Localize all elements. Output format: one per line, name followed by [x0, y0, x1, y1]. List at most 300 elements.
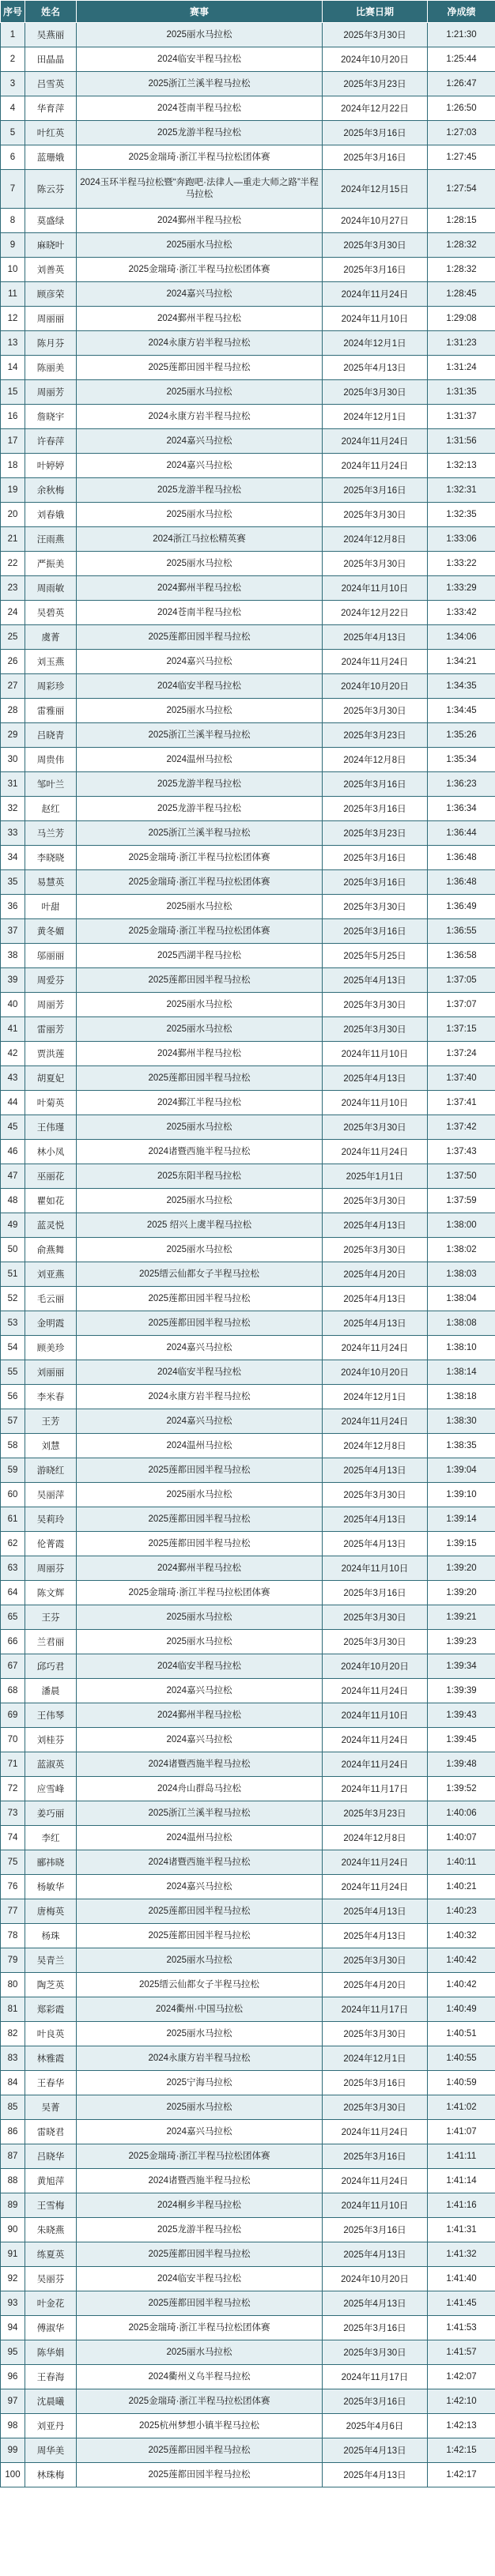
date-cell: 2024年12月8日	[323, 1434, 428, 1458]
table-row	[1, 944, 495, 968]
rank-cell: 45	[1, 1115, 25, 1140]
time-cell: 1:27:03	[428, 121, 495, 145]
race-cell: 2025莲都田园半程马拉松	[77, 2438, 323, 2463]
name-cell: 雷雅丽	[25, 699, 77, 723]
name-cell: 巫丽花	[25, 1164, 77, 1189]
rank-cell: 64	[1, 1581, 25, 1605]
race-cell: 2025金瑞琦·浙江半程马拉松团体赛	[77, 2144, 323, 2169]
header-race: 赛事	[77, 1, 323, 23]
name-cell: 雷晓君	[25, 2120, 77, 2144]
name-cell: 陈月芬	[25, 331, 77, 356]
race-cell: 2025丽水马拉松	[77, 552, 323, 576]
date-cell: 2024年11月17日	[323, 2365, 428, 2389]
name-cell: 周丽芬	[25, 1556, 77, 1581]
name-cell: 顾美珍	[25, 1336, 77, 1360]
time-cell: 1:40:23	[428, 1899, 495, 1924]
date-cell: 2024年10月20日	[323, 2267, 428, 2291]
date-cell: 2024年11月10日	[323, 1091, 428, 1115]
name-cell: 陈丽美	[25, 356, 77, 380]
race-cell: 2024临安半程马拉松	[77, 1360, 323, 1385]
time-cell: 1:38:10	[428, 1336, 495, 1360]
date-cell: 2024年11月24日	[323, 282, 428, 307]
date-cell: 2025年3月16日	[323, 2071, 428, 2095]
name-cell: 蓝灵悦	[25, 1213, 77, 1238]
name-cell: 吴燕丽	[25, 23, 77, 47]
race-cell: 2025龙游半程马拉松	[77, 121, 323, 145]
date-cell: 2025年4月13日	[323, 1532, 428, 1556]
race-cell: 2025丽水马拉松	[77, 1483, 323, 1507]
race-cell: 2025缙云仙都女子半程马拉松	[77, 1973, 323, 1997]
date-cell: 2025年4月13日	[323, 1899, 428, 1924]
name-cell: 叶甜	[25, 895, 77, 919]
date-cell: 2025年3月30日	[323, 2340, 428, 2365]
table-row	[1, 2340, 495, 2365]
race-cell: 2025缙云仙都女子半程马拉松	[77, 1262, 323, 1287]
rank-cell: 58	[1, 1434, 25, 1458]
name-cell: 周丽芳	[25, 380, 77, 405]
rank-cell: 63	[1, 1556, 25, 1581]
time-cell: 1:37:59	[428, 1189, 495, 1213]
table-row	[1, 2120, 495, 2144]
time-cell: 1:41:02	[428, 2095, 495, 2120]
header-date: 比赛日期	[323, 1, 428, 23]
date-cell: 2024年12月15日	[323, 170, 428, 209]
table-row	[1, 145, 495, 170]
table-row	[1, 1532, 495, 1556]
table-row	[1, 503, 495, 527]
race-cell: 2024嘉兴马拉松	[77, 1728, 323, 1752]
race-cell: 2024诸暨西施半程马拉松	[77, 1752, 323, 1777]
date-cell: 2024年11月10日	[323, 1703, 428, 1728]
time-cell: 1:33:29	[428, 576, 495, 601]
date-cell: 2025年4月20日	[323, 1262, 428, 1287]
date-cell: 2025年3月30日	[323, 503, 428, 527]
rank-cell: 1	[1, 23, 25, 47]
rank-cell: 82	[1, 2022, 25, 2046]
date-cell: 2025年4月13日	[323, 1507, 428, 1532]
name-cell: 叶菊英	[25, 1091, 77, 1115]
date-cell: 2024年11月24日	[323, 1728, 428, 1752]
name-cell: 詹晓宇	[25, 405, 77, 429]
rank-cell: 9	[1, 233, 25, 258]
race-cell: 2024永康方岩半程马拉松	[77, 405, 323, 429]
time-cell: 1:26:50	[428, 96, 495, 121]
date-cell: 2025年3月30日	[323, 1017, 428, 1042]
name-cell: 赵红	[25, 797, 77, 821]
date-cell: 2024年11月24日	[323, 1679, 428, 1703]
time-cell: 1:40:49	[428, 1997, 495, 2022]
race-cell: 2025莲都田园半程马拉松	[77, 1532, 323, 1556]
table-row	[1, 1017, 495, 1042]
table-row	[1, 233, 495, 258]
race-cell: 2025浙江兰溪半程马拉松	[77, 72, 323, 96]
race-cell: 2025丽水马拉松	[77, 895, 323, 919]
date-cell: 2025年4月13日	[323, 2438, 428, 2463]
race-cell: 2025浙江兰溪半程马拉松	[77, 723, 323, 748]
rank-cell: 34	[1, 846, 25, 870]
time-cell: 1:32:13	[428, 454, 495, 478]
date-cell: 2025年3月16日	[323, 258, 428, 282]
date-cell: 2025年1月1日	[323, 1164, 428, 1189]
table-row	[1, 1948, 495, 1973]
name-cell: 虞菁	[25, 625, 77, 650]
name-cell: 周爱芬	[25, 968, 77, 993]
race-cell: 2025丽水马拉松	[77, 2340, 323, 2365]
name-cell: 顾彦荣	[25, 282, 77, 307]
time-cell: 1:34:45	[428, 699, 495, 723]
date-cell: 2024年12月22日	[323, 96, 428, 121]
race-cell: 2024嘉兴马拉松	[77, 1336, 323, 1360]
table-row	[1, 356, 495, 380]
race-cell: 2024鄞州半程马拉松	[77, 1703, 323, 1728]
name-cell: 伦菁霞	[25, 1532, 77, 1556]
time-cell: 1:41:14	[428, 2169, 495, 2193]
race-cell: 2025 绍兴上虞半程马拉松	[77, 1213, 323, 1238]
time-cell: 1:40:11	[428, 1850, 495, 1875]
race-cell: 2025金瑞琦·浙江半程马拉松团体赛	[77, 870, 323, 895]
date-cell: 2025年3月30日	[323, 233, 428, 258]
race-cell: 2024苍南半程马拉松	[77, 601, 323, 625]
rank-cell: 44	[1, 1091, 25, 1115]
table-row	[1, 1973, 495, 1997]
time-cell: 1:36:49	[428, 895, 495, 919]
table-row	[1, 1556, 495, 1581]
date-cell: 2024年11月10日	[323, 1042, 428, 1066]
table-row	[1, 748, 495, 772]
date-cell: 2024年12月1日	[323, 2046, 428, 2071]
name-cell: 吴碧英	[25, 601, 77, 625]
time-cell: 1:41:45	[428, 2291, 495, 2316]
time-cell: 1:25:44	[428, 47, 495, 72]
race-cell: 2024温州马拉松	[77, 1826, 323, 1850]
name-cell: 朱晓燕	[25, 2218, 77, 2242]
date-cell: 2025年4月13日	[323, 1066, 428, 1091]
race-cell: 2025金瑞琦·浙江半程马拉松团体赛	[77, 258, 323, 282]
race-cell: 2024衢州义乌半程马拉松	[77, 2365, 323, 2389]
rank-cell: 19	[1, 478, 25, 503]
name-cell: 金明霞	[25, 1311, 77, 1336]
race-cell: 2024嘉兴马拉松	[77, 454, 323, 478]
table-row	[1, 1409, 495, 1434]
date-cell: 2025年3月30日	[323, 699, 428, 723]
name-cell: 邬丽丽	[25, 944, 77, 968]
name-cell: 华育萍	[25, 96, 77, 121]
time-cell: 1:38:08	[428, 1311, 495, 1336]
table-row	[1, 1728, 495, 1752]
rank-cell: 78	[1, 1924, 25, 1948]
race-cell: 2024嘉兴马拉松	[77, 2120, 323, 2144]
rank-cell: 54	[1, 1336, 25, 1360]
name-cell: 黄冬媚	[25, 919, 77, 944]
time-cell: 1:39:20	[428, 1581, 495, 1605]
date-cell: 2025年3月23日	[323, 821, 428, 846]
table-row	[1, 1164, 495, 1189]
race-cell: 2024嘉兴马拉松	[77, 1409, 323, 1434]
table-row	[1, 2463, 495, 2487]
rank-cell: 4	[1, 96, 25, 121]
rank-cell: 25	[1, 625, 25, 650]
race-cell: 2025金瑞琦·浙江半程马拉松团体赛	[77, 1581, 323, 1605]
header-time: 净成绩	[428, 1, 495, 23]
rank-cell: 94	[1, 2316, 25, 2340]
race-cell: 2024临安半程马拉松	[77, 2267, 323, 2291]
table-row	[1, 1630, 495, 1654]
rank-cell: 86	[1, 2120, 25, 2144]
table-row	[1, 846, 495, 870]
name-cell: 严振美	[25, 552, 77, 576]
name-cell: 李红	[25, 1826, 77, 1850]
table-row	[1, 2291, 495, 2316]
name-cell: 余秋梅	[25, 478, 77, 503]
rank-cell: 26	[1, 650, 25, 674]
race-cell: 2024鄞州半程马拉松	[77, 209, 323, 233]
time-cell: 1:38:03	[428, 1262, 495, 1287]
rank-cell: 20	[1, 503, 25, 527]
race-cell: 2024嘉兴马拉松	[77, 1875, 323, 1899]
table-body	[1, 23, 495, 2487]
time-cell: 1:39:04	[428, 1458, 495, 1483]
table-row	[1, 2389, 495, 2414]
race-cell: 2024临安半程马拉松	[77, 674, 323, 699]
rank-cell: 60	[1, 1483, 25, 1507]
date-cell: 2024年11月24日	[323, 1409, 428, 1434]
name-cell: 陈华娟	[25, 2340, 77, 2365]
table-row	[1, 1850, 495, 1875]
time-cell: 1:28:32	[428, 258, 495, 282]
date-cell: 2025年3月30日	[323, 993, 428, 1017]
rank-cell: 39	[1, 968, 25, 993]
date-cell: 2024年11月24日	[323, 1140, 428, 1164]
date-cell: 2025年3月30日	[323, 1948, 428, 1973]
time-cell: 1:41:07	[428, 2120, 495, 2144]
rank-cell: 28	[1, 699, 25, 723]
rank-cell: 51	[1, 1262, 25, 1287]
name-cell: 叶婷婷	[25, 454, 77, 478]
table-row	[1, 1581, 495, 1605]
race-cell: 2024鄞江半程马拉松	[77, 1091, 323, 1115]
race-cell: 2025莲都田园半程马拉松	[77, 2242, 323, 2267]
time-cell: 1:37:42	[428, 1115, 495, 1140]
table-row	[1, 1679, 495, 1703]
time-cell: 1:27:54	[428, 170, 495, 209]
date-cell: 2024年11月17日	[323, 1997, 428, 2022]
time-cell: 1:39:45	[428, 1728, 495, 1752]
race-cell: 2025金瑞琦·浙江半程马拉松团体赛	[77, 145, 323, 170]
table-row	[1, 454, 495, 478]
rank-cell: 59	[1, 1458, 25, 1483]
date-cell: 2025年5月25日	[323, 944, 428, 968]
date-cell: 2024年10月27日	[323, 209, 428, 233]
time-cell: 1:29:08	[428, 307, 495, 331]
race-cell: 2025丽水马拉松	[77, 993, 323, 1017]
time-cell: 1:41:57	[428, 2340, 495, 2365]
race-cell: 2025龙游半程马拉松	[77, 2218, 323, 2242]
rank-cell: 48	[1, 1189, 25, 1213]
rank-cell: 42	[1, 1042, 25, 1066]
time-cell: 1:36:55	[428, 919, 495, 944]
rank-cell: 79	[1, 1948, 25, 1973]
table-row	[1, 2218, 495, 2242]
date-cell: 2025年3月30日	[323, 1630, 428, 1654]
time-cell: 1:28:45	[428, 282, 495, 307]
name-cell: 王芬	[25, 1605, 77, 1630]
race-cell: 2025莲都田园半程马拉松	[77, 2291, 323, 2316]
time-cell: 1:42:07	[428, 2365, 495, 2389]
table-row	[1, 405, 495, 429]
date-cell: 2025年3月16日	[323, 2316, 428, 2340]
time-cell: 1:38:35	[428, 1434, 495, 1458]
date-cell: 2025年4月13日	[323, 356, 428, 380]
table-row	[1, 993, 495, 1017]
rank-cell: 76	[1, 1875, 25, 1899]
race-cell: 2024诸暨西施半程马拉松	[77, 1850, 323, 1875]
name-cell: 刘亚燕	[25, 1262, 77, 1287]
rank-cell: 14	[1, 356, 25, 380]
header-rank: 序号	[1, 1, 25, 23]
race-cell: 2025莲都田园半程马拉松	[77, 1924, 323, 1948]
rank-cell: 49	[1, 1213, 25, 1238]
table-row	[1, 1458, 495, 1483]
rank-cell: 33	[1, 821, 25, 846]
time-cell: 1:33:06	[428, 527, 495, 552]
race-cell: 2025丽水马拉松	[77, 2022, 323, 2046]
date-cell: 2025年4月13日	[323, 1311, 428, 1336]
table-row	[1, 47, 495, 72]
race-cell: 2024嘉兴马拉松	[77, 429, 323, 454]
date-cell: 2025年3月23日	[323, 723, 428, 748]
table-row	[1, 1311, 495, 1336]
time-cell: 1:37:40	[428, 1066, 495, 1091]
table-row	[1, 1066, 495, 1091]
time-cell: 1:39:43	[428, 1703, 495, 1728]
time-cell: 1:37:41	[428, 1091, 495, 1115]
date-cell: 2025年4月13日	[323, 968, 428, 993]
date-cell: 2024年12月8日	[323, 1826, 428, 1850]
race-cell: 2025丽水马拉松	[77, 1605, 323, 1630]
rank-cell: 18	[1, 454, 25, 478]
rank-cell: 10	[1, 258, 25, 282]
table-row	[1, 1360, 495, 1385]
rank-cell: 23	[1, 576, 25, 601]
time-cell: 1:36:48	[428, 846, 495, 870]
time-cell: 1:37:24	[428, 1042, 495, 1066]
time-cell: 1:40:55	[428, 2046, 495, 2071]
race-cell: 2024诸暨西施半程马拉松	[77, 2169, 323, 2193]
time-cell: 1:38:30	[428, 1409, 495, 1434]
date-cell: 2024年11月24日	[323, 1336, 428, 1360]
race-cell: 2025宁海马拉松	[77, 2071, 323, 2095]
name-cell: 刘慧	[25, 1434, 77, 1458]
name-cell: 杨珠	[25, 1924, 77, 1948]
rank-cell: 80	[1, 1973, 25, 1997]
race-cell: 2025丽水马拉松	[77, 1948, 323, 1973]
table-row	[1, 209, 495, 233]
rank-cell: 17	[1, 429, 25, 454]
date-cell: 2025年3月16日	[323, 870, 428, 895]
race-cell: 2025龙游半程马拉松	[77, 478, 323, 503]
rank-cell: 66	[1, 1630, 25, 1654]
time-cell: 1:34:06	[428, 625, 495, 650]
header-row	[1, 1, 495, 23]
name-cell: 马兰芳	[25, 821, 77, 846]
time-cell: 1:31:37	[428, 405, 495, 429]
time-cell: 1:38:14	[428, 1360, 495, 1385]
table-row	[1, 1189, 495, 1213]
race-cell: 2025丽水马拉松	[77, 1017, 323, 1042]
table-row	[1, 1140, 495, 1164]
table-row	[1, 2193, 495, 2218]
name-cell: 吕晓华	[25, 2144, 77, 2169]
time-cell: 1:41:32	[428, 2242, 495, 2267]
race-cell: 2024嘉兴马拉松	[77, 282, 323, 307]
rank-cell: 99	[1, 2438, 25, 2463]
race-cell: 2025莲都田园半程马拉松	[77, 1311, 323, 1336]
name-cell: 杨敏华	[25, 1875, 77, 1899]
name-cell: 周贵伟	[25, 748, 77, 772]
race-cell: 2025丽水马拉松	[77, 1115, 323, 1140]
name-cell: 郑彩霞	[25, 1997, 77, 2022]
date-cell: 2025年3月16日	[323, 478, 428, 503]
time-cell: 1:21:30	[428, 23, 495, 47]
name-cell: 邱巧君	[25, 1654, 77, 1679]
table-row	[1, 1875, 495, 1899]
race-cell: 2024嘉兴马拉松	[77, 650, 323, 674]
table-row	[1, 1115, 495, 1140]
date-cell: 2025年3月30日	[323, 895, 428, 919]
date-cell: 2025年3月30日	[323, 380, 428, 405]
date-cell: 2025年4月6日	[323, 2414, 428, 2438]
date-cell: 2024年11月10日	[323, 576, 428, 601]
rank-cell: 55	[1, 1360, 25, 1385]
race-cell: 2025杭州梦想小镇半程马拉松	[77, 2414, 323, 2438]
date-cell: 2025年3月16日	[323, 2144, 428, 2169]
rank-cell: 98	[1, 2414, 25, 2438]
table-row	[1, 699, 495, 723]
time-cell: 1:41:11	[428, 2144, 495, 2169]
table-row	[1, 121, 495, 145]
date-cell: 2025年4月13日	[323, 1924, 428, 1948]
race-cell: 2025莲都田园半程马拉松	[77, 356, 323, 380]
name-cell: 田晶晶	[25, 47, 77, 72]
race-cell: 2024临安半程马拉松	[77, 1654, 323, 1679]
table-row	[1, 1777, 495, 1801]
date-cell: 2025年3月30日	[323, 552, 428, 576]
table-row	[1, 1238, 495, 1262]
rank-cell: 57	[1, 1409, 25, 1434]
date-cell: 2025年3月30日	[323, 2022, 428, 2046]
time-cell: 1:42:13	[428, 2414, 495, 2438]
time-cell: 1:41:16	[428, 2193, 495, 2218]
name-cell: 王芳	[25, 1409, 77, 1434]
race-cell: 2025金瑞琦·浙江半程马拉松团体赛	[77, 919, 323, 944]
time-cell: 1:32:31	[428, 478, 495, 503]
race-cell: 2025莲都田园半程马拉松	[77, 1287, 323, 1311]
rank-cell: 40	[1, 993, 25, 1017]
table-row	[1, 2144, 495, 2169]
date-cell: 2025年3月30日	[323, 1605, 428, 1630]
date-cell: 2024年11月24日	[323, 2120, 428, 2144]
name-cell: 吴青兰	[25, 1948, 77, 1973]
table-row	[1, 895, 495, 919]
name-cell: 吴丽芬	[25, 2267, 77, 2291]
name-cell: 许春萍	[25, 429, 77, 454]
table-row	[1, 870, 495, 895]
time-cell: 1:37:43	[428, 1140, 495, 1164]
table-row	[1, 674, 495, 699]
time-cell: 1:39:48	[428, 1752, 495, 1777]
race-cell: 2024舟山群岛马拉松	[77, 1777, 323, 1801]
race-cell: 2025西湖半程马拉松	[77, 944, 323, 968]
